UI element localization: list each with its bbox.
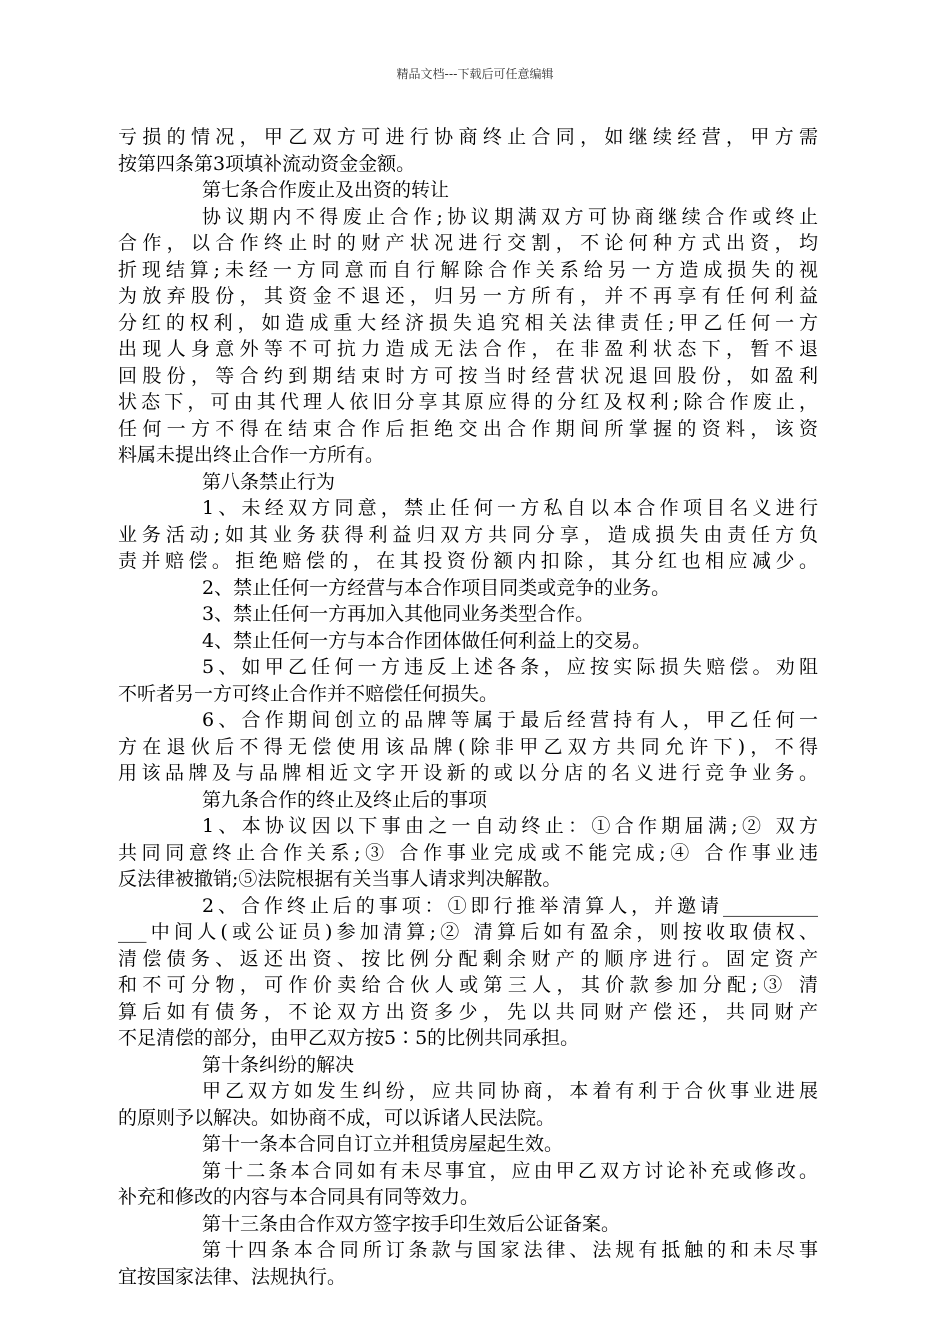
text-line: 共同同意终止合作关系;③ 合作事业完成或不能完成;④ 合作事业违	[118, 841, 818, 864]
text-line: 任何一方不得在结束合作后拒绝交出合作期间所掌握的资料，该资	[118, 417, 818, 440]
text-line: 状态下，可由其代理人依旧分享其原应得的分红及权利;除合作废止，	[118, 391, 818, 413]
text-line: 1、未经双方同意，禁止任何一方私自以本合作项目名义进行	[202, 497, 818, 519]
section-heading: 第十三条由合作双方签字按手印生效后公证备案。	[202, 1212, 621, 1235]
text-line: ___中间人(或公证员)参加清算;② 清算后如有盈余，则按收取债权、	[118, 921, 818, 943]
text-line: 分红的权利，如造成重大经济损失追究相关法律责任;甲乙任何一方	[118, 311, 818, 334]
text-line: 2、禁止任何一方经营与本合作项目同类或竞争的业务。	[202, 576, 671, 599]
text-line: 折现结算;未经一方同意而自行解除合作关系给另一方造成损失的视	[118, 258, 818, 281]
section-heading: 第七条合作废止及出资的转让	[202, 179, 450, 201]
text-line: 3、禁止任何一方再加入其他同业务类型合作。	[202, 603, 595, 625]
document-body	[118, 124, 818, 1290]
text-line: 清偿债务、返还出资、按比例分配剩余财产的顺序进行。固定资产	[118, 947, 818, 970]
text-line: 5、如甲乙任何一方违反上述各条，应按实际损失赔偿。劝阻	[202, 656, 818, 678]
section-heading: 第九条合作的终止及终止后的事项	[202, 788, 488, 811]
text-line: 出现人身意外等不可抗力造成无法合作，在非盈利状态下，暂不退	[118, 338, 818, 360]
text-line: 协议期内不得废止合作;协议期满双方可协商继续合作或终止	[202, 205, 818, 228]
text-line: 方在退伙后不得无偿使用该品牌(除非甲乙双方共同允许下)，不得	[118, 735, 818, 758]
text-line: 不听者另一方可终止合作并不赔偿任何损失。	[118, 682, 499, 705]
text-line: 责并赔偿。拒绝赔偿的，在其投资份额内扣除，其分红也相应减少。	[118, 550, 818, 572]
text-line: 甲乙双方如发生纠纷，应共同协商，本着有利于合伙事业进展	[202, 1080, 818, 1102]
section-heading: 第十条纠纷的解决	[202, 1053, 355, 1076]
text-line: 合作，以合作终止时的财产状况进行交割，不论何种方式出资，均	[118, 232, 818, 254]
text-line: 按第四条第3项填补流动资金金额。	[118, 152, 416, 175]
section-heading: 第八条禁止行为	[202, 470, 336, 493]
text-line: 和不可分物，可作价卖给合伙人或第三人，其价款参加分配;③ 清	[118, 974, 818, 996]
text-line: 用该品牌及与品牌相近文字开设新的或以分店的名义进行竞争业务。	[118, 762, 818, 784]
text-line: 为放弃股份，其资金不退还，归另一方所有，并不再享有任何利益	[118, 285, 818, 307]
text-line: 1、本协议因以下事由之一自动终止：①合作期届满;② 双方	[202, 815, 818, 837]
page-header: 精品文档---下载后可任意编辑	[396, 67, 554, 81]
text-line: 2、合作终止后的事项：①即行推举清算人，并邀请__________	[202, 894, 818, 917]
text-line: 回股份，等合约到期结束时方可按当时经营状况退回股份，如盈利	[118, 364, 818, 387]
text-line: 反法律被撤销;⑤法院根据有关当事人请求判决解散。	[118, 868, 562, 890]
text-line: 的原则予以解决。如协商不成，可以诉诸人民法院。	[118, 1106, 556, 1129]
text-line: 不足清偿的部分，由甲乙双方按5∶5的比例共同承担。	[118, 1027, 580, 1049]
text-line: 补充和修改的内容与本合同具有同等效力。	[118, 1186, 480, 1208]
section-heading: 第十四条本合同所订条款与国家法律、法规有抵触的和未尽事	[202, 1239, 818, 1261]
text-line: 4、禁止任何一方与本合作团体做任何利益上的交易。	[202, 629, 652, 652]
text-line: 6、合作期间创立的品牌等属于最后经营持有人，甲乙任何一	[202, 709, 818, 731]
section-heading: 第十一条本合同自订立并租赁房屋起生效。	[202, 1133, 564, 1155]
text-line: 亏损的情况，甲乙双方可进行协商终止合同，如继续经营，甲方需	[118, 126, 818, 148]
text-line: 业务活动;如其业务获得利益归双方共同分享，造成损失由责任方负	[118, 523, 818, 546]
text-line: 算后如有债务，不论双方出资多少，先以共同财产偿还，共同财产	[118, 1000, 818, 1023]
section-heading: 第十二条本合同如有未尽事宜，应由甲乙双方讨论补充或修改。	[202, 1159, 818, 1182]
text-line: 料属未提出终止合作一方所有。	[118, 444, 385, 466]
text-line: 宜按国家法律、法规执行。	[118, 1265, 347, 1288]
